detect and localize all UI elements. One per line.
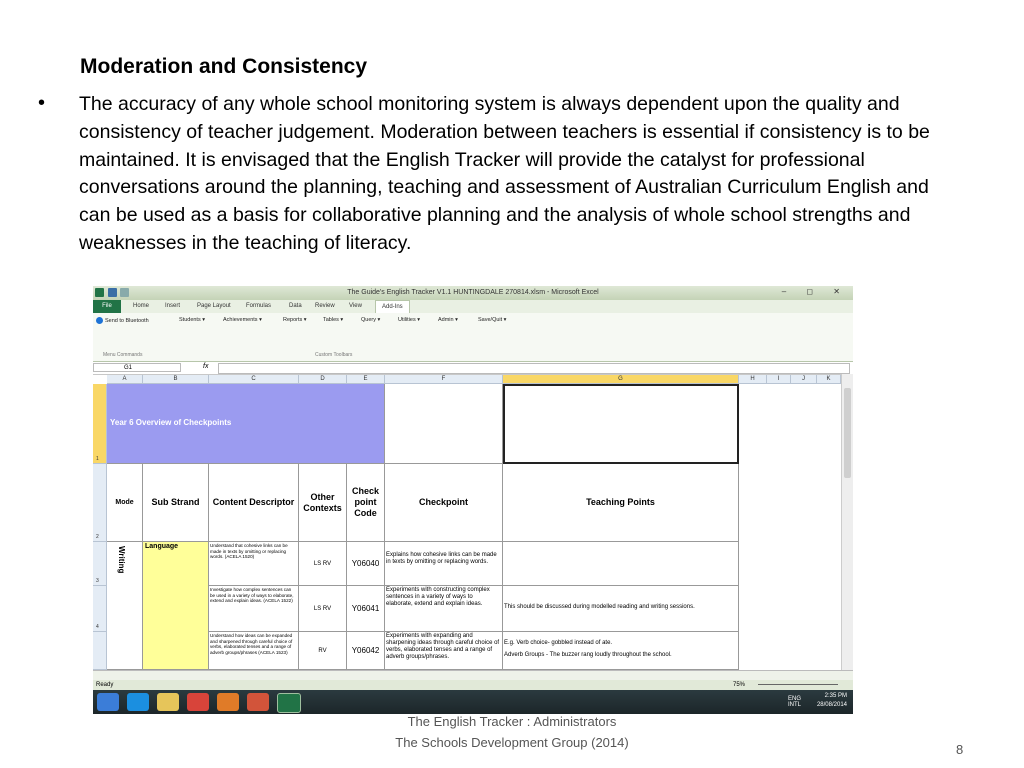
- row-header-3[interactable]: 3: [93, 542, 107, 586]
- formula-input[interactable]: [218, 363, 850, 374]
- header-content-descriptor[interactable]: Content Descriptor: [209, 464, 299, 542]
- tab-add-ins[interactable]: Add-Ins: [375, 300, 410, 313]
- save-quit-menu[interactable]: Save/Quit ▾: [478, 317, 507, 323]
- column-header-k[interactable]: K: [817, 375, 841, 384]
- checkpoint-cell[interactable]: Experiments with constructing complex sentences in a variety of ways to elaborate, extend and explain ideas.: [385, 586, 503, 632]
- bullet-marker: •: [38, 92, 46, 114]
- header-other-contexts[interactable]: Other Contexts: [299, 464, 347, 542]
- contexts-cell[interactable]: RV: [299, 632, 347, 670]
- achievements-menu[interactable]: Achievements ▾: [223, 317, 262, 323]
- teaching-line: Adverb Groups - The buzzer rang loudly throughout the school.: [504, 652, 672, 658]
- column-header-j[interactable]: J: [791, 375, 817, 384]
- selected-cell-g1[interactable]: [503, 384, 739, 464]
- internet-explorer-icon[interactable]: [127, 693, 149, 711]
- teaching-cell[interactable]: [503, 632, 739, 670]
- window-controls[interactable]: – ◻ ✕: [781, 287, 849, 296]
- checkpoint-cell[interactable]: Explains how cohesive links can be made in texts by omitting or replacing words.: [385, 542, 503, 586]
- mode-cell[interactable]: [107, 542, 143, 670]
- tray-clock[interactable]: 2:35 PM 28/08/2014: [816, 693, 847, 708]
- fx-icon[interactable]: fx: [203, 363, 209, 370]
- start-icon[interactable]: [97, 693, 119, 711]
- header-checkpoint[interactable]: Checkpoint: [385, 464, 503, 542]
- status-bar: [93, 680, 853, 690]
- footer-line-2: The Schools Development Group (2014): [395, 735, 629, 750]
- mode-value: Writing: [117, 546, 126, 574]
- column-header-g[interactable]: G: [503, 375, 739, 384]
- admin-menu[interactable]: Admin ▾: [438, 317, 458, 323]
- ribbon-body: [93, 313, 853, 362]
- column-header-f[interactable]: F: [385, 375, 503, 384]
- status-ready: Ready: [96, 682, 114, 688]
- tab-data[interactable]: Data: [289, 303, 302, 309]
- sub-strand-cell[interactable]: Language: [143, 542, 209, 670]
- slide-paragraph: The accuracy of any whole school monitoring system is always dependent upon the quality and consistency of teacher judgement. Moderation between teachers is essential if consistency is to be maintained. It is envisaged that the English Tracker will provide the catalyst for professional conversations around the planning, teaching and assessment of Australian Curriculum English and can be used as a basis for collaborative planning and the analysis of whole school strengths and weaknesses in the teaching of literacy.: [79, 93, 930, 254]
- tables-menu[interactable]: Tables ▾: [323, 317, 344, 323]
- excel-taskbar-icon[interactable]: [277, 693, 301, 713]
- tab-review[interactable]: Review: [315, 303, 335, 309]
- chrome-icon[interactable]: [187, 693, 209, 711]
- descriptor-cell[interactable]: Investigate how complex sentences can be used in a variety of ways to elaborate, extend and explain ideas. (ACELA 1522): [209, 586, 299, 632]
- teaching-cell[interactable]: This should be discussed during modelled reading and writing sessions.: [503, 586, 739, 632]
- excel-titlebar: [93, 286, 853, 300]
- header-sub-strand[interactable]: Sub Strand: [143, 464, 209, 542]
- row-header-4[interactable]: 4: [93, 586, 107, 632]
- excel-screenshot: [93, 286, 853, 714]
- descriptor-cell[interactable]: Understand that cohesive links can be made in texts by omitting or replacing words. (ACELA 1520): [209, 542, 299, 586]
- name-box[interactable]: G1: [93, 363, 181, 372]
- tab-formulas[interactable]: Formulas: [246, 303, 272, 309]
- tray-language[interactable]: ENG INTL: [787, 696, 801, 708]
- zoom-slider[interactable]: [758, 684, 838, 685]
- row-header-1[interactable]: 1: [93, 384, 107, 464]
- checkpoint-cell[interactable]: Experiments with expanding and sharpening ideas through careful choice of verbs, elaborated tenses and a range of adverb groups/phrases.: [385, 632, 503, 670]
- students-menu[interactable]: Students ▾: [179, 317, 205, 323]
- bluetooth-icon: [96, 317, 103, 324]
- group-label-menu-commands: Menu Commands: [103, 352, 143, 358]
- window-title: The Guide's English Tracker V1.1 HUNTINGDALE 270814.xlsm - Microsoft Excel: [347, 289, 599, 296]
- tab-view[interactable]: View: [349, 303, 362, 309]
- ribbon-tabs: [93, 300, 853, 314]
- formula-bar: [93, 362, 853, 375]
- code-cell[interactable]: Y06041: [347, 586, 385, 632]
- reports-menu[interactable]: Reports ▾: [283, 317, 307, 323]
- tab-file[interactable]: File: [93, 300, 121, 313]
- page-number: 8: [956, 742, 964, 757]
- column-header-h[interactable]: H: [739, 375, 767, 384]
- row-header-5[interactable]: [93, 632, 107, 670]
- tab-page-layout[interactable]: Page Layout: [197, 303, 231, 309]
- column-header-e[interactable]: E: [347, 375, 385, 384]
- zoom-level[interactable]: 75%: [733, 682, 746, 688]
- powerpoint-icon[interactable]: [247, 693, 269, 711]
- column-header-i[interactable]: I: [767, 375, 791, 384]
- contexts-cell[interactable]: LS RV: [299, 586, 347, 632]
- tab-home[interactable]: Home: [133, 303, 150, 309]
- tab-insert[interactable]: Insert: [165, 303, 181, 309]
- footer-line-1: The English Tracker : Administrators: [407, 714, 617, 729]
- sheet-title-cell[interactable]: Year 6 Overview of Checkpoints: [107, 384, 385, 464]
- group-label-custom-toolbars: Custom Toolbars: [315, 352, 353, 358]
- windows-taskbar: [93, 690, 853, 714]
- utilities-menu[interactable]: Utilities ▾: [398, 317, 421, 323]
- file-explorer-icon[interactable]: [157, 693, 179, 711]
- contexts-cell[interactable]: LS RV: [299, 542, 347, 586]
- code-cell[interactable]: Y06040: [347, 542, 385, 586]
- descriptor-cell[interactable]: Understand how ideas can be expanded and sharpened through careful choice of verbs, elaborated tenses and a range of adverb groups/phrases (ACELA 1523): [209, 632, 299, 670]
- teaching-line: E.g. Verb choice- gobbled instead of ate.: [504, 640, 613, 646]
- teaching-cell[interactable]: [503, 542, 739, 586]
- firefox-icon[interactable]: [217, 693, 239, 711]
- vertical-scrollbar[interactable]: [841, 374, 853, 672]
- header-teaching-points[interactable]: Teaching Points: [503, 464, 739, 542]
- scrollbar-thumb[interactable]: [844, 388, 851, 478]
- query-menu[interactable]: Query ▾: [361, 317, 381, 323]
- slide-title: Moderation and Consistency: [80, 55, 368, 78]
- send-to-bluetooth-button[interactable]: Send to Bluetooth: [96, 317, 149, 324]
- cell-f1[interactable]: [385, 384, 503, 464]
- column-header-b[interactable]: B: [143, 375, 209, 384]
- header-mode[interactable]: Mode: [107, 464, 143, 542]
- row-header-2[interactable]: 2: [93, 464, 107, 542]
- header-checkpoint-code[interactable]: Check point Code: [347, 464, 385, 542]
- column-header-d[interactable]: D: [299, 375, 347, 384]
- column-header-c[interactable]: C: [209, 375, 299, 384]
- column-header-a[interactable]: A: [107, 375, 143, 384]
- code-cell[interactable]: Y06042: [347, 632, 385, 670]
